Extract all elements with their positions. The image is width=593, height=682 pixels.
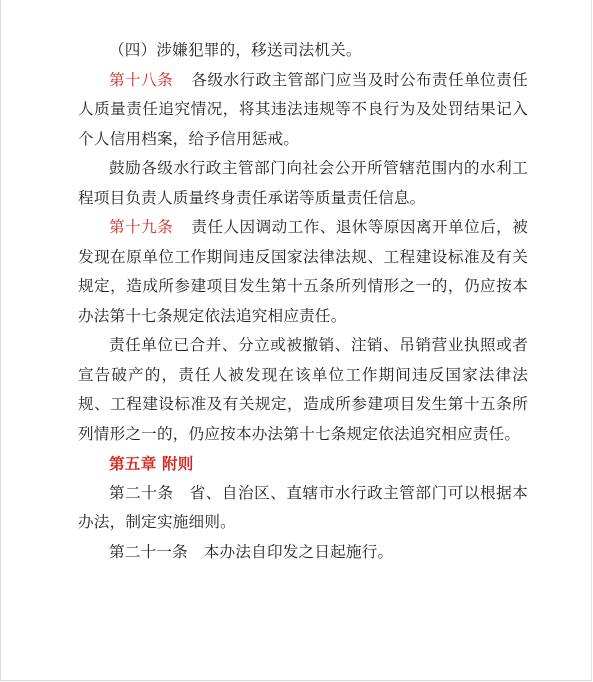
paragraph-article-19 <box>78 213 528 331</box>
article-19-label: 第十九条 <box>109 218 174 236</box>
paragraph-article-18 <box>78 66 528 155</box>
paragraph-article-20: 第二十条 省、自治区、直辖市水行政主管部门可以根据本办法，制定实施细则。 <box>78 483 528 531</box>
chapter-5-heading: 第五章 附则 <box>109 454 194 473</box>
paragraph-encourage-disclosure: 鼓励各级水行政主管部门向社会公开所管辖范围内的水利工程项目负责人质量终身责任承诺等质量责任信息。 <box>78 159 528 207</box>
paragraph-unit-merged: 责任单位已合并、分立或被撤销、注销、吊销营业执照或者宣告破产的，责任人被发现在该单位工作期间违反国家法律法规、工程建设标准及有关规定，造成所参建项目发生第十五条所列情形之一的，仍应按本办法第十七条规定依法追究相应责任。 <box>78 336 528 443</box>
article-19-text: 责任人因调动工作、退休等原因离开单位后，被发现在原单位工作期间违反国家法律法规、工程建设标准及有关规定，造成所参建项目发生第十五条所列情形之一的，仍应按本办法第十七条规定依法追究相应责任。 <box>78 218 528 325</box>
paragraph-item-4: （四）涉嫌犯罪的，移送司法机关。 <box>109 41 362 59</box>
paragraph-article-21: 第二十一条 本办法自印发之日起施行。 <box>109 542 394 561</box>
document-body <box>78 36 528 567</box>
article-18-text: 各级水行政主管部门应当及时公布责任单位责任人质量责任追究情况，将其违法违规等不良行为及处罚结果记入个人信用档案，给予信用惩戒。 <box>78 70 528 148</box>
article-18-label: 第十八条 <box>109 70 174 89</box>
